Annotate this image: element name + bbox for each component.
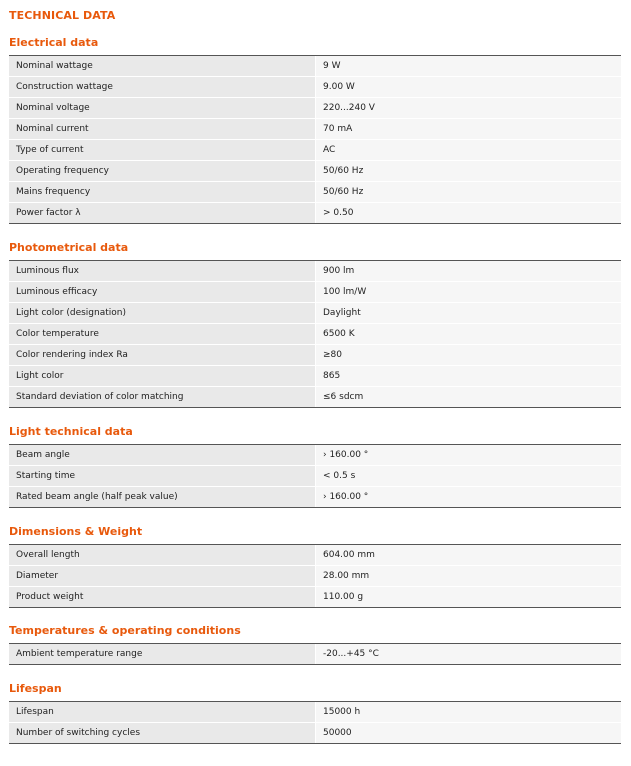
row-value: > 0.50 bbox=[315, 203, 621, 223]
table-row bbox=[9, 486, 621, 507]
table-row bbox=[9, 97, 621, 118]
row-label: Lifespan bbox=[9, 702, 315, 722]
table-row bbox=[9, 323, 621, 344]
row-value: -20...+45 °C bbox=[315, 644, 621, 664]
table-row bbox=[9, 261, 621, 281]
row-label: Construction wattage bbox=[9, 77, 315, 97]
section-dimensions-weight bbox=[9, 524, 621, 608]
table-row bbox=[9, 344, 621, 365]
row-label: Color rendering index Ra bbox=[9, 345, 315, 365]
row-label: Overall length bbox=[9, 545, 315, 565]
spec-table bbox=[9, 544, 621, 608]
spec-table bbox=[9, 55, 621, 224]
row-value: 220...240 V bbox=[315, 98, 621, 118]
spec-table bbox=[9, 701, 621, 744]
table-row bbox=[9, 181, 621, 202]
row-label: Starting time bbox=[9, 466, 315, 486]
row-label: Type of current bbox=[9, 140, 315, 160]
row-label: Luminous flux bbox=[9, 261, 315, 281]
row-label: Light color (designation) bbox=[9, 303, 315, 323]
row-label: Beam angle bbox=[9, 445, 315, 465]
row-value: 100 lm/W bbox=[315, 282, 621, 302]
section-electrical-data bbox=[9, 35, 621, 224]
spec-table bbox=[9, 444, 621, 508]
table-row bbox=[9, 565, 621, 586]
section-title: Electrical data bbox=[9, 36, 99, 49]
section-title: Dimensions & Weight bbox=[9, 525, 143, 538]
row-label: Light color bbox=[9, 366, 315, 386]
table-row bbox=[9, 465, 621, 486]
row-label: Product weight bbox=[9, 587, 315, 607]
row-value: 70 mA bbox=[315, 119, 621, 139]
section-title: Photometrical data bbox=[9, 241, 129, 254]
row-label: Nominal wattage bbox=[9, 56, 315, 76]
row-value: 50/60 Hz bbox=[315, 182, 621, 202]
page-title: TECHNICAL DATA bbox=[9, 9, 116, 22]
table-row bbox=[9, 644, 621, 664]
row-label: Operating frequency bbox=[9, 161, 315, 181]
table-row bbox=[9, 586, 621, 607]
table-row bbox=[9, 139, 621, 160]
table-row bbox=[9, 445, 621, 465]
section-title: Temperatures & operating conditions bbox=[9, 624, 241, 637]
table-row bbox=[9, 365, 621, 386]
row-label: Diameter bbox=[9, 566, 315, 586]
table-row bbox=[9, 702, 621, 722]
table-row bbox=[9, 302, 621, 323]
row-value: 28.00 mm bbox=[315, 566, 621, 586]
table-row bbox=[9, 281, 621, 302]
row-value: 865 bbox=[315, 366, 621, 386]
row-label: Number of switching cycles bbox=[9, 723, 315, 743]
table-row bbox=[9, 118, 621, 139]
row-label: Color temperature bbox=[9, 324, 315, 344]
table-row bbox=[9, 386, 621, 407]
spec-table bbox=[9, 260, 621, 408]
row-label: Nominal voltage bbox=[9, 98, 315, 118]
row-value: 900 lm bbox=[315, 261, 621, 281]
row-label: Luminous efficacy bbox=[9, 282, 315, 302]
section-lifespan bbox=[9, 681, 621, 744]
table-row bbox=[9, 722, 621, 743]
row-value: 50/60 Hz bbox=[315, 161, 621, 181]
row-value: Daylight bbox=[315, 303, 621, 323]
row-value: 110.00 g bbox=[315, 587, 621, 607]
row-value: ≤6 sdcm bbox=[315, 387, 621, 407]
row-value: 50000 bbox=[315, 723, 621, 743]
section-title: Lifespan bbox=[9, 682, 62, 695]
row-value: › 160.00 ° bbox=[315, 445, 621, 465]
row-value: 604.00 mm bbox=[315, 545, 621, 565]
row-value: 9.00 W bbox=[315, 77, 621, 97]
section-photometrical-data bbox=[9, 240, 621, 408]
row-value: < 0.5 s bbox=[315, 466, 621, 486]
row-label: Mains frequency bbox=[9, 182, 315, 202]
row-label: Standard deviation of color matching bbox=[9, 387, 315, 407]
section-temperatures-operating-conditions bbox=[9, 623, 621, 665]
spec-table bbox=[9, 643, 621, 665]
row-value: AC bbox=[315, 140, 621, 160]
row-value: ≥80 bbox=[315, 345, 621, 365]
row-label: Nominal current bbox=[9, 119, 315, 139]
row-value: › 160.00 ° bbox=[315, 487, 621, 507]
table-row bbox=[9, 160, 621, 181]
table-row bbox=[9, 545, 621, 565]
row-value: 6500 K bbox=[315, 324, 621, 344]
table-row bbox=[9, 56, 621, 76]
row-value: 15000 h bbox=[315, 702, 621, 722]
row-label: Ambient temperature range bbox=[9, 644, 315, 664]
table-row bbox=[9, 202, 621, 223]
row-value: 9 W bbox=[315, 56, 621, 76]
row-label: Power factor λ bbox=[9, 203, 315, 223]
section-title: Light technical data bbox=[9, 425, 133, 438]
table-row bbox=[9, 76, 621, 97]
row-label: Rated beam angle (half peak value) bbox=[9, 487, 315, 507]
section-light-technical-data bbox=[9, 424, 621, 508]
